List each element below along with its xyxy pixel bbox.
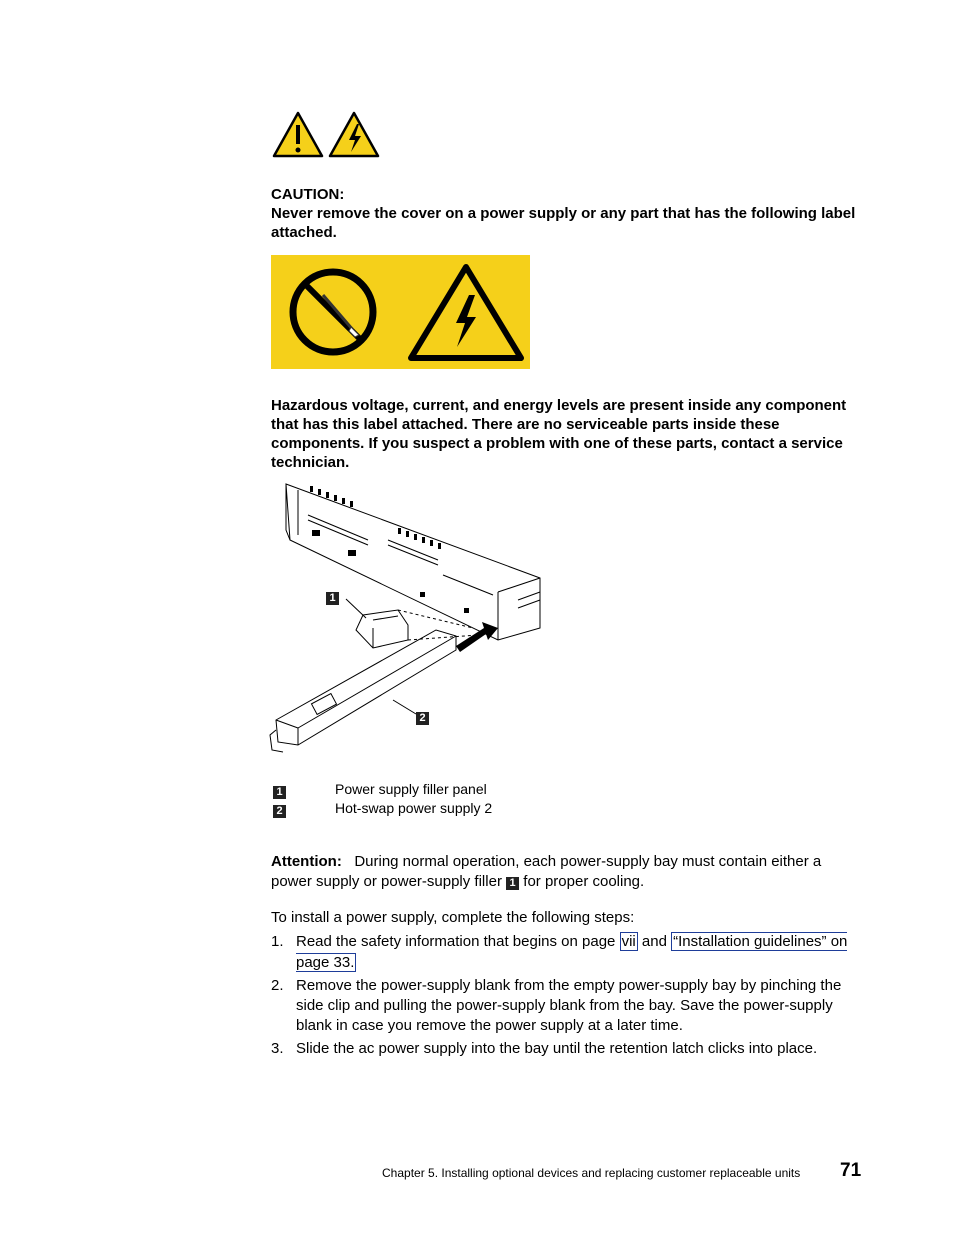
hazard-text: Hazardous voltage, current, and energy levels are present inside any component that has this label attached. There are no serviceable parts inside these components. If you suspect a problem with one of these parts, contact a service technician. xyxy=(271,397,847,471)
installation-guidelines-link[interactable]: “Installation guidelines” on page 33. xyxy=(296,933,848,971)
steps-intro: To install a power supply, complete the following steps: xyxy=(271,909,635,926)
no-tool-icon xyxy=(293,272,373,352)
step-3-text: Slide the ac power supply into the bay until the retention latch clicks into place. xyxy=(296,1040,818,1057)
step-1-number: 1. xyxy=(271,933,284,950)
legend-row-2 xyxy=(273,801,573,818)
step-3 xyxy=(271,1039,861,1059)
legend-callout-2: 2 xyxy=(273,805,286,818)
high-voltage-icon xyxy=(411,267,521,358)
attention-text-b: for proper cooling. xyxy=(523,873,645,890)
figure-callout-2: 2 xyxy=(416,712,429,725)
warning-icons xyxy=(271,110,381,160)
step-2 xyxy=(271,976,861,1036)
step-1-text: Read the safety information that begins on page xyxy=(296,933,616,950)
steps-list xyxy=(271,931,861,1062)
attention-paragraph xyxy=(271,852,861,892)
attention-label: Attention: xyxy=(271,853,342,870)
legend-label-1: Power supply filler panel xyxy=(335,781,487,797)
page-number: 71 xyxy=(840,1160,862,1181)
attention-callout: 1 xyxy=(506,877,519,890)
caution-text: Never remove the cover on a power supply or any part that has the following label attached. xyxy=(271,205,856,241)
legend-callout-1: 1 xyxy=(273,786,286,799)
hazard-label xyxy=(271,255,530,369)
page-vii-link[interactable]: vii xyxy=(621,933,636,950)
step-2-text: Remove the power-supply blank from the empty power-supply bay by pinching the side clip and pulling the power-supply blank from the bay. Save the power-supply blank in case you remove the power supply at a later time. xyxy=(296,977,842,1034)
caution-heading: CAUTION: xyxy=(271,186,345,203)
step-3-number: 3. xyxy=(271,1040,284,1057)
legend-row-1 xyxy=(273,782,573,799)
step-1 xyxy=(271,931,861,973)
step-2-number: 2. xyxy=(271,977,284,994)
chapter-title: Chapter 5. Installing optional devices and replacing customer replaceable units xyxy=(382,1166,801,1180)
step-1-and: and xyxy=(641,933,667,950)
attention-text-a: During normal operation, each power-supply bay must contain either a power supply or power-supply filler xyxy=(271,853,822,890)
caution-exclamation-icon xyxy=(271,110,381,160)
legend-label-2: Hot-swap power supply 2 xyxy=(335,800,493,816)
figure-callout-1: 1 xyxy=(326,592,339,605)
power-supply-illustration xyxy=(268,480,546,760)
